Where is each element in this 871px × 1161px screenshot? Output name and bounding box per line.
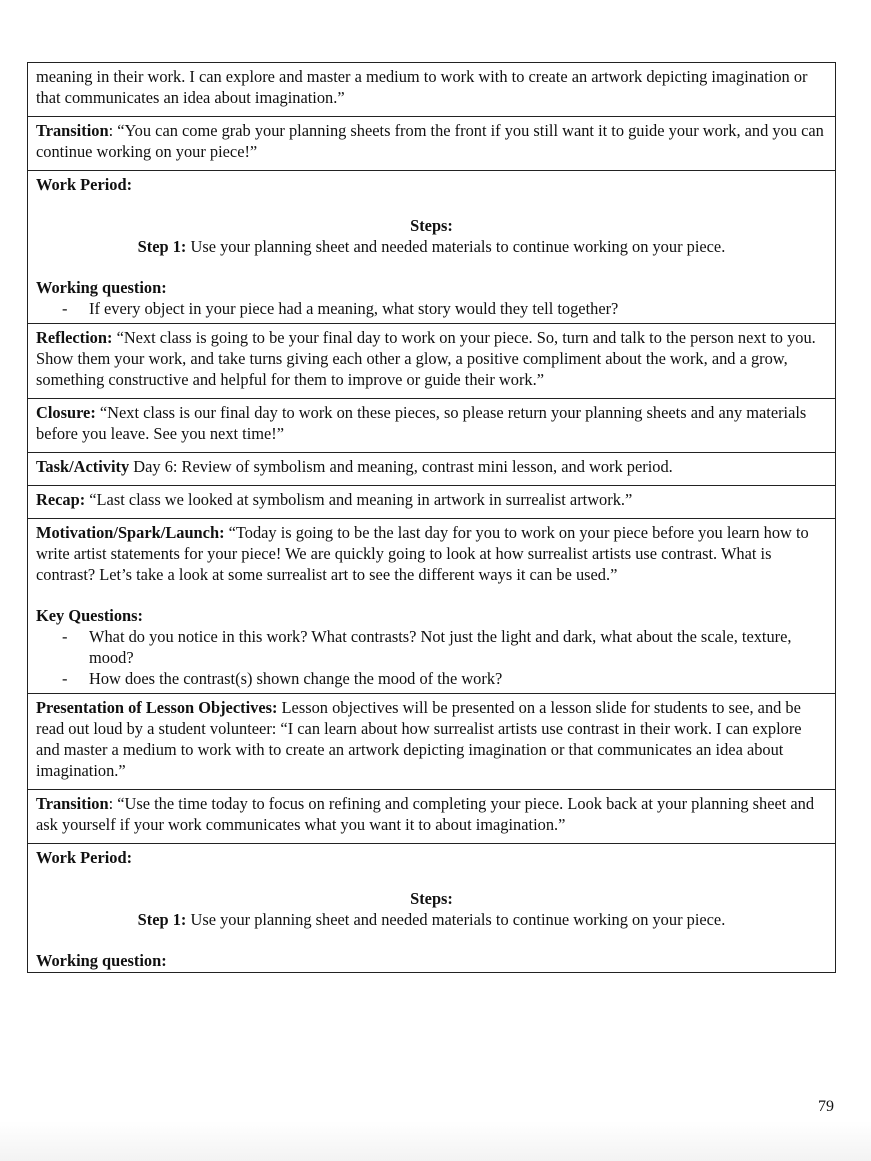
table-row xyxy=(28,453,836,486)
steps-heading: Steps: xyxy=(410,216,453,235)
key-questions-label: Key Questions: xyxy=(36,606,143,625)
transition-text: : “You can come grab your planning sheets from the front if you still want it to guide your work, and you can continue working on your piece!” xyxy=(36,121,824,161)
key-question-text: What do you notice in this work? What contrasts? Not just the light and dark, what about the scale, texture, mood? xyxy=(89,627,792,667)
step-1-label: Step 1: xyxy=(137,237,187,256)
transition-label: Transition xyxy=(36,121,109,140)
reflection-cell xyxy=(28,324,836,399)
reflection-text: “Next class is going to be your final day to work on your piece. So, turn and talk to the person next to you. Show them your work, and take turns giving each other a glow, a positive compliment about the work, and a grow, something constructive and helpful for them to improve or guide their work.” xyxy=(36,328,816,389)
key-questions-list xyxy=(36,626,827,689)
task-activity-paragraph xyxy=(36,456,827,477)
working-question-list xyxy=(36,298,827,319)
lesson-plan-table xyxy=(27,62,836,973)
working-question-label: Working question: xyxy=(36,951,167,970)
work-period-label: Work Period: xyxy=(36,848,133,867)
motivation-paragraph xyxy=(36,522,827,585)
work-period-cell xyxy=(28,844,836,973)
working-question-label: Working question: xyxy=(36,278,167,297)
page-number: 79 xyxy=(818,1098,834,1115)
page-bottom-shade xyxy=(0,1121,871,1161)
transition-cell xyxy=(28,790,836,844)
closure-text: “Next class is our final day to work on these pieces, so please return your planning sheets and any materials before you leave. See you next time!” xyxy=(36,403,807,443)
list-item: - How does the contrast(s) shown change the mood of the work? xyxy=(62,669,503,688)
step-1 xyxy=(36,909,827,930)
motivation-text: “Today is going to be the last day for you to work on your piece before you learn how to write artist statements for your piece! We are quickly going to look at how surrealist artists use contrast. What is contrast? Let’s take a look at some surrealist art to see the different ways it can be used.” xyxy=(36,523,809,584)
recap-label: Recap: xyxy=(36,490,86,509)
objectives-text: Lesson objectives will be presented on a lesson slide for students to see, and be read out loud by a student volunteer: “I can learn about how surrealist artists use contrast in their work. I can explore and master a medium to work with to create an artwork depicting imagination or that communicates an idea about imagination.” xyxy=(36,698,802,780)
motivation-label: Motivation/Spark/Launch: xyxy=(36,523,225,542)
working-question-text: If every object in your piece had a meaning, what story would they tell together? xyxy=(89,299,619,318)
table-row xyxy=(28,63,836,117)
table-row xyxy=(28,117,836,171)
steps-heading: Steps: xyxy=(410,889,453,908)
table-row xyxy=(28,399,836,453)
table-row xyxy=(28,694,836,790)
task-activity-cell xyxy=(28,453,836,486)
recap-paragraph xyxy=(36,489,827,510)
transition-paragraph xyxy=(36,793,827,835)
task-activity-text: Day 6: Review of symbolism and meaning, contrast mini lesson, and work period. xyxy=(129,457,673,476)
motivation-cell xyxy=(28,519,836,694)
task-activity-label: Task/Activity xyxy=(36,457,130,476)
table-row xyxy=(28,171,836,324)
closure-paragraph xyxy=(36,402,827,444)
table-row xyxy=(28,324,836,399)
transition-cell xyxy=(28,117,836,171)
objectives-label: Presentation of Lesson Objectives: xyxy=(36,698,278,717)
transition-text: : “Use the time today to focus on refining and completing your piece. Look back at your planning sheet and ask yourself if your work communicates what you want it to about imagination.” xyxy=(36,794,815,834)
recap-text: “Last class we looked at symbolism and meaning in artwork in surrealist artwork.” xyxy=(85,490,633,509)
step-1-text: Use your planning sheet and needed materials to continue working on your piece. xyxy=(186,237,726,256)
transition-label: Transition xyxy=(36,794,109,813)
objectives-continued-text: meaning in their work. I can explore and master a medium to work with to create an artwork depicting imagination or that communicates an idea about imagination.” xyxy=(36,67,808,107)
closure-cell xyxy=(28,399,836,453)
closure-label: Closure: xyxy=(36,403,96,422)
list-item: - What do you notice in this work? What contrasts? Not just the light and dark, what about the scale, texture, mood? xyxy=(62,627,792,667)
table-row xyxy=(28,519,836,694)
work-period-cell xyxy=(28,171,836,324)
step-1-text: Use your planning sheet and needed materials to continue working on your piece. xyxy=(186,910,726,929)
reflection-label: Reflection: xyxy=(36,328,113,347)
step-1 xyxy=(36,236,827,257)
objectives-cell xyxy=(28,694,836,790)
step-1-label: Step 1: xyxy=(137,910,187,929)
recap-cell xyxy=(28,486,836,519)
key-question-text: How does the contrast(s) shown change the mood of the work? xyxy=(89,669,503,688)
objectives-continued-cell xyxy=(28,63,836,117)
work-period-label: Work Period: xyxy=(36,175,133,194)
table-row xyxy=(28,486,836,519)
transition-paragraph xyxy=(36,120,827,162)
objectives-paragraph xyxy=(36,697,827,781)
table-row xyxy=(28,844,836,973)
list-item: - If every object in your piece had a meaning, what story would they tell together? xyxy=(62,299,619,318)
table-row xyxy=(28,790,836,844)
reflection-paragraph xyxy=(36,327,827,390)
